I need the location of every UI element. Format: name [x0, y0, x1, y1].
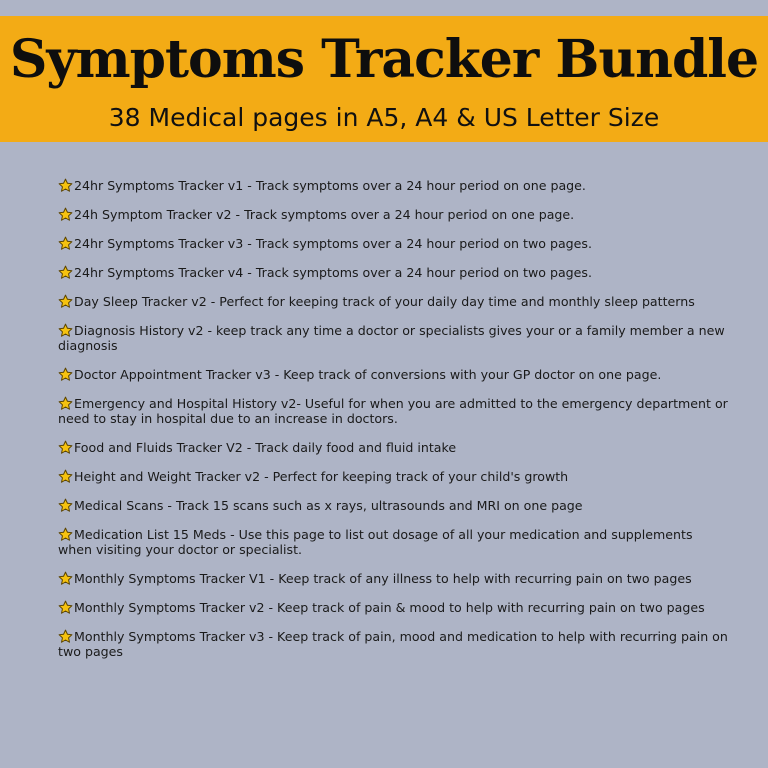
star-icon	[58, 178, 73, 193]
star-icon	[58, 265, 73, 280]
list-item-text: 24hr Symptoms Tracker v3 - Track symptoms over a 24 hour period on two pages.	[74, 236, 592, 251]
list-item-text: Medical Scans - Track 15 scans such as x rays, ultrasounds and MRI on one page	[74, 498, 583, 513]
star-icon	[58, 236, 73, 251]
star-icon	[58, 207, 73, 222]
list-item	[58, 629, 728, 659]
star-icon	[58, 498, 73, 513]
list-item	[58, 498, 728, 513]
list-item-text: Day Sleep Tracker v2 - Perfect for keeping track of your daily day time and monthly sleep patterns	[74, 294, 695, 309]
list-item-text: Monthly Symptoms Tracker v2 - Keep track of pain & mood to help with recurring pain on two pages	[74, 600, 705, 615]
list-item-text: Food and Fluids Tracker V2 - Track daily food and fluid intake	[74, 440, 457, 455]
tracker-list	[58, 178, 728, 673]
title-banner	[0, 16, 768, 142]
star-icon	[58, 440, 73, 455]
list-item-text: Diagnosis History v2 - keep track any time a doctor or specialists gives your or a family member a new diagnosis	[58, 323, 725, 353]
list-item-text: Medication List 15 Meds - Use this page to list out dosage of all your medication and supplements when visiting your doctor or specialist.	[58, 527, 693, 557]
list-item	[58, 323, 728, 353]
list-item	[58, 527, 728, 557]
list-item	[58, 265, 728, 280]
list-item-text: Emergency and Hospital History v2- Useful for when you are admitted to the emergency department or need to stay in hospital due to an increase in doctors.	[58, 396, 728, 426]
star-icon	[58, 527, 73, 542]
list-item-text: 24hr Symptoms Tracker v4 - Track symptoms over a 24 hour period on two pages.	[74, 265, 592, 280]
list-item-text: Height and Weight Tracker v2 - Perfect for keeping track of your child's growth	[74, 469, 569, 484]
list-item	[58, 571, 728, 586]
list-item-text: 24hr Symptoms Tracker v1 - Track symptoms over a 24 hour period on one page.	[74, 178, 586, 193]
list-item	[58, 440, 728, 455]
list-item	[58, 600, 728, 615]
list-item	[58, 294, 728, 309]
star-icon	[58, 323, 73, 338]
list-item	[58, 236, 728, 251]
page-subtitle: 38 Medical pages in A5, A4 & US Letter Size	[108, 103, 660, 132]
star-icon	[58, 571, 73, 586]
star-icon	[58, 367, 73, 382]
star-icon	[58, 469, 73, 484]
star-icon	[58, 600, 73, 615]
list-item-text: Doctor Appointment Tracker v3 - Keep track of conversions with your GP doctor on one page.	[74, 367, 662, 382]
list-item	[58, 207, 728, 222]
list-item-text: Monthly Symptoms Tracker v3 - Keep track of pain, mood and medication to help with recurring pain on two pages	[58, 629, 728, 659]
star-icon	[58, 396, 73, 411]
page-title: Symptoms Tracker Bundle	[9, 29, 759, 90]
star-icon	[58, 629, 73, 644]
list-item	[58, 396, 728, 426]
list-item	[58, 469, 728, 484]
list-item	[58, 178, 728, 193]
star-icon	[58, 294, 73, 309]
list-item-text: 24h Symptom Tracker v2 - Track symptoms over a 24 hour period on one page.	[74, 207, 575, 222]
list-item-text: Monthly Symptoms Tracker V1 - Keep track of any illness to help with recurring pain on two pages	[74, 571, 692, 586]
list-item	[58, 367, 728, 382]
